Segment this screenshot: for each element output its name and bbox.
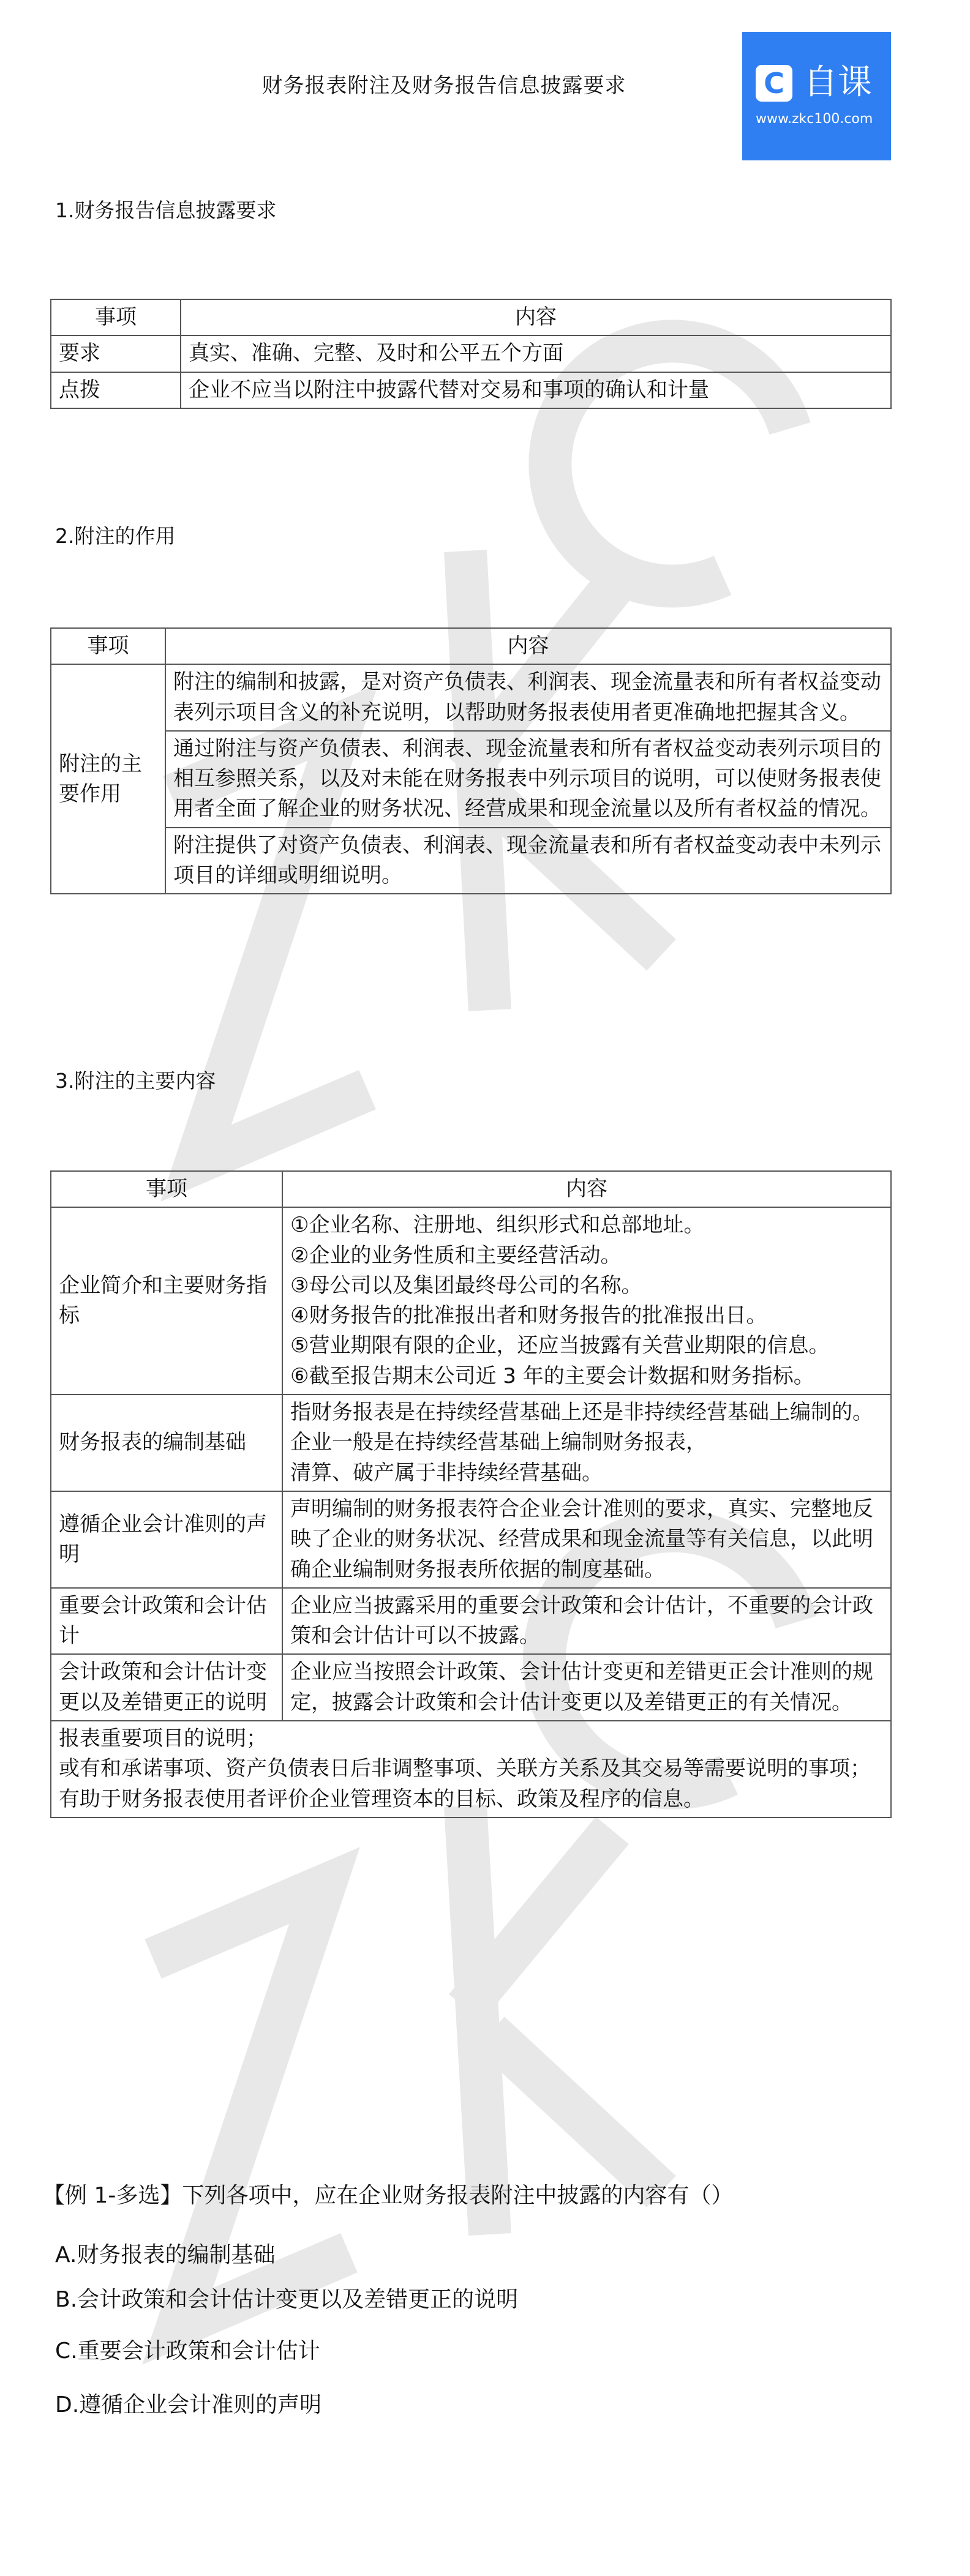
table-row bbox=[51, 828, 891, 894]
table-row bbox=[51, 1588, 891, 1655]
option-b: B.会计政策和会计估计变更以及差错更正的说明 bbox=[55, 2287, 519, 2312]
row-item: 重要会计政策和会计估计 bbox=[51, 1588, 282, 1655]
zkc-logo bbox=[742, 32, 891, 160]
header-content: 内容 bbox=[165, 628, 891, 664]
row-item: 企业简介和主要财务指标 bbox=[51, 1207, 282, 1395]
section3-heading: 3.附注的主要内容 bbox=[55, 1069, 216, 1093]
row-item: 会计政策和会计估计变更以及差错更正的说明 bbox=[51, 1654, 282, 1721]
row-item: 遵循企业会计准则的声明 bbox=[51, 1491, 282, 1588]
table-row bbox=[51, 1207, 891, 1395]
logo-name: 自课 bbox=[803, 62, 872, 102]
row-content bbox=[282, 1395, 891, 1491]
row-item: 点拨 bbox=[51, 372, 181, 408]
document-title: 财务报表附注及财务报告信息披露要求 bbox=[261, 73, 626, 98]
row-item: 财务报表的编制基础 bbox=[51, 1395, 282, 1491]
table-row bbox=[51, 664, 891, 731]
option-d: D.遵循企业会计准则的声明 bbox=[55, 2392, 322, 2417]
content-line: ③母公司以及集团最终母公司的名称。 bbox=[290, 1273, 642, 1298]
table-row bbox=[51, 731, 891, 828]
row-content: 声明编制的财务报表符合企业会计准则的要求，真实、完整地反映了企业的财务状况、经营成果和现金流量等有关信息，以此明确企业编制财务报表所依据的制度基础。 bbox=[282, 1491, 891, 1588]
table-header-row bbox=[51, 299, 891, 335]
table-header-row bbox=[51, 1171, 891, 1207]
content-line: ⑤营业期限有限的企业，还应当披露有关营业期限的信息。 bbox=[290, 1333, 830, 1358]
row-content: 企业不应当以附注中披露代替对交易和事项的确认和计量 bbox=[181, 372, 891, 408]
content-line: ②企业的业务性质和主要经营活动。 bbox=[290, 1243, 622, 1268]
example-question: 【例 1-多选】下列各项中，应在企业财务报表附注中披露的内容有（） bbox=[43, 2183, 734, 2208]
content-line: ①企业名称、注册地、组织形式和总部地址。 bbox=[290, 1213, 705, 1238]
section1-table bbox=[50, 299, 892, 409]
content-line: 指财务报表是在持续经营基础上还是非持续经营基础上编制的。 bbox=[290, 1400, 873, 1425]
table-row bbox=[51, 372, 891, 408]
row-content: 企业应当披露采用的重要会计政策和会计估计，不重要的会计政策和会计估计可以不披露。 bbox=[282, 1588, 891, 1655]
table-row bbox=[51, 1395, 891, 1491]
content-line: 企业一般是在持续经营基础上编制财务报表， bbox=[290, 1430, 707, 1455]
row-item: 附注的主要作用 bbox=[51, 664, 165, 894]
row-item: 要求 bbox=[51, 335, 181, 372]
table-row bbox=[51, 1491, 891, 1588]
section2-table bbox=[50, 627, 892, 894]
table-row bbox=[51, 1654, 891, 1721]
content-line: ⑥截至报告期末公司近 3 年的主要会计数据和财务指标。 bbox=[290, 1363, 814, 1388]
content-line: ④财务报告的批准报出者和财务报告的批准报出日。 bbox=[290, 1303, 767, 1328]
section1-heading: 1.财务报告信息披露要求 bbox=[55, 198, 277, 222]
section3-table bbox=[50, 1170, 892, 1818]
logo-url: www.zkc100.com bbox=[756, 111, 873, 127]
header-item: 事项 bbox=[51, 1171, 282, 1207]
table-row bbox=[51, 335, 891, 372]
notes-row bbox=[51, 1721, 891, 1818]
row-content: 附注的编制和披露，是对资产负债表、利润表、现金流量表和所有者权益变动表列示项目含义的补充说明，以帮助财务报表使用者更准确地把握其含义。 bbox=[165, 664, 891, 731]
header-content: 内容 bbox=[282, 1171, 891, 1207]
section2-heading: 2.附注的作用 bbox=[55, 524, 176, 548]
note-line: 报表重要项目的说明； bbox=[59, 1726, 267, 1751]
row-content: 附注提供了对资产负债表、利润表、现金流量表和所有者权益变动表中未列示项目的详细或明细说明。 bbox=[165, 828, 891, 894]
row-content: 通过附注与资产负债表、利润表、现金流量表和所有者权益变动表列示项目的相互参照关系，以及对未能在财务报表中列示项目的说明，可以使财务报表使用者全面了解企业的财务状况、经营成果和现金流量以及所有者权益的情况。 bbox=[165, 731, 891, 828]
row-content bbox=[282, 1207, 891, 1395]
table-header-row bbox=[51, 628, 891, 664]
header-item: 事项 bbox=[51, 299, 181, 335]
option-c: C.重要会计政策和会计估计 bbox=[55, 2338, 320, 2364]
option-a: A.财务报表的编制基础 bbox=[55, 2242, 276, 2267]
header-item: 事项 bbox=[51, 628, 165, 664]
logo-mark-icon: C bbox=[756, 65, 792, 102]
content-line: 清算、破产属于非持续经营基础。 bbox=[290, 1460, 603, 1485]
header-content: 内容 bbox=[181, 299, 891, 335]
notes-cell bbox=[51, 1721, 891, 1818]
note-line: 或有和承诺事项、资产负债表日后非调整事项、关联方关系及其交易等需要说明的事项； bbox=[59, 1756, 871, 1781]
note-line: 有助于财务报表使用者评价企业管理资本的目标、政策及程序的信息。 bbox=[59, 1786, 704, 1811]
row-content: 企业应当按照会计政策、会计估计变更和差错更正会计准则的规定，披露会计政策和会计估计变更以及差错更正的有关情况。 bbox=[282, 1654, 891, 1721]
row-content: 真实、准确、完整、及时和公平五个方面 bbox=[181, 335, 891, 372]
